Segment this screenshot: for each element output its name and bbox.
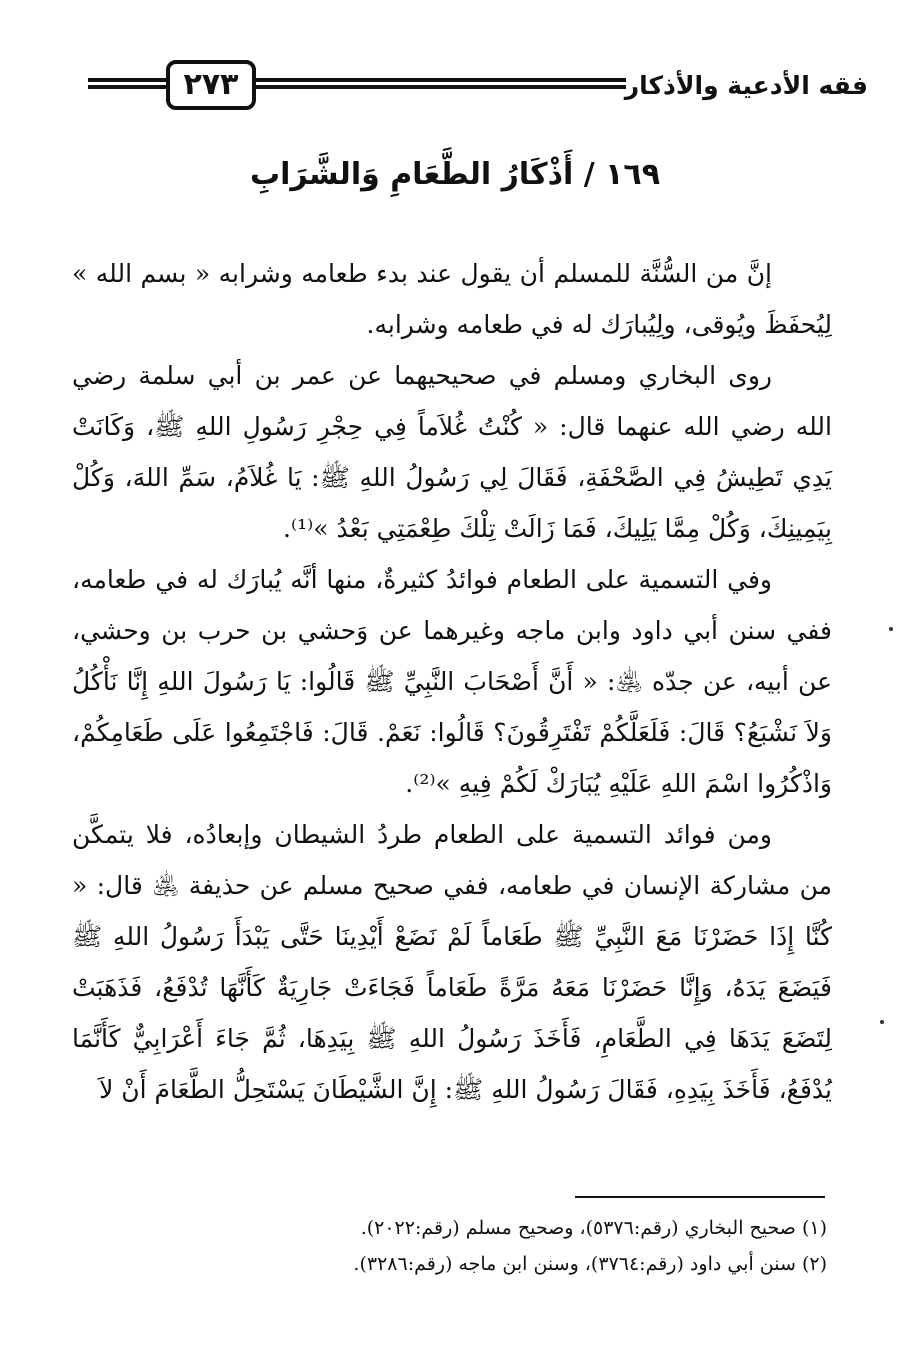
footnote: (١) صحيح البخاري (رقم:٥٣٧٦)، وصحيح مسلم (رقم:٢٠٢٢). <box>360 1217 827 1239</box>
paragraph: وفي التسمية على الطعام فوائدُ كثيرةٌ، منها أنَّه يُبارَك له في طعامه، ففي سنن أبي داود وابن ماجه وغيرهما عن وَحشي بن حرب بن وحشي، عن أبيه، عن جدّه ﵁: « أَنَّ أَصْحَابَ النَّبِيِّ ﷺ قَالُوا: يَا رَسُولَ اللهِ إِنَّا نَأْكُلُ وَلاَ نَشْبَعُ؟ قَالَ: فَلَعَلَّكُمْ تَفْتَرِقُونَ؟ قَالُوا: نَعَمْ. قَالَ: فَاجْتَمِعُوا عَلَى طَعَامِكُمْ، وَاذْكُرُوا اسْمَ اللهِ عَلَيْهِ يُبَارَكْ لَكُمْ فِيهِ »⁽²⁾. <box>72 565 832 798</box>
footnotes <box>72 1210 827 1282</box>
footnote: (٢) سنن أبي داود (رقم:٣٧٦٤)، وسنن ابن ماجه (رقم:٣٢٨٦). <box>353 1253 827 1275</box>
main-text <box>72 248 832 1115</box>
chapter-heading: ١٦٩ / أَذْكَارُ الطَّعَامِ وَالشَّرَابِ <box>249 157 661 192</box>
paragraph: روى البخاري ومسلم في صحيحيهما عن عمر بن أبي سلمة رضي الله رضي الله عنهما قال: « كُنْتُ غُلاَماً فِي حِجْرِ رَسُولِ اللهِ ﷺ، وَكَانَتْ يَدِي تَطِيشُ فِي الصَّحْفَةِ، فَقَالَ لِي رَسُولُ اللهِ ﷺ: يَا غُلاَمُ، سَمِّ اللهَ، وَكُلْ بِيَمِينِكَ، وَكُلْ مِمَّا يَلِيكَ، فَمَا زَالَتْ تِلْكَ طِعْمَتِي بَعْدُ »⁽¹⁾. <box>72 361 832 543</box>
page-number: ٢٧٣ <box>166 60 256 110</box>
margin-speck <box>889 627 893 631</box>
paragraph: إنَّ من السُّنَّة للمسلم أن يقول عند بدء طعامه وشرابه « بسم الله » لِيُحفَظَ ويُوقى، ولِيُبارَك له في طعامه وشرابه. <box>72 259 832 339</box>
header-rule-left <box>88 78 166 92</box>
running-book-title: فقه الأدعية والأذكار <box>624 71 868 100</box>
paragraph: ومن فوائد التسمية على الطعام طردُ الشيطان وإبعادُه، فلا يتمكَّن من مشاركة الإنسان في طعامه، ففي صحيح مسلم عن حذيفة ﵁ قال: « كُنَّا إِذَا حَضَرْنَا مَعَ النَّبِيِّ ﷺ طَعَاماً لَمْ نَضَعْ أَيْدِينَا حَتَّى يَبْدَأَ رَسُولُ اللهِ ﷺ فَيَضَعَ يَدَهُ، وَإِنَّا حَضَرْنَا مَعَهُ مَرَّةً طَعَاماً فَجَاءَتْ جَارِيَةٌ كَأَنَّهَا تُدْفَعُ، فَذَهَبَتْ لِتَضَعَ يَدَهَا فِي الطَّعَامِ، فَأَخَذَ رَسُولُ اللهِ ﷺ بِيَدِهَا، ثُمَّ جَاءَ أَعْرَابِيٌّ كَأَنَّمَا يُدْفَعُ، فَأَخَذَ بِيَدِهِ، فَقَالَ رَسُولُ اللهِ ﷺ: إِنَّ الشَّيْطَانَ يَسْتَحِلُّ الطَّعَامَ أَنْ لاَ <box>72 820 832 1104</box>
margin-speck <box>880 1020 884 1024</box>
footnote-separator <box>575 1196 825 1198</box>
page-header <box>88 58 868 118</box>
header-rule-right <box>256 78 626 92</box>
